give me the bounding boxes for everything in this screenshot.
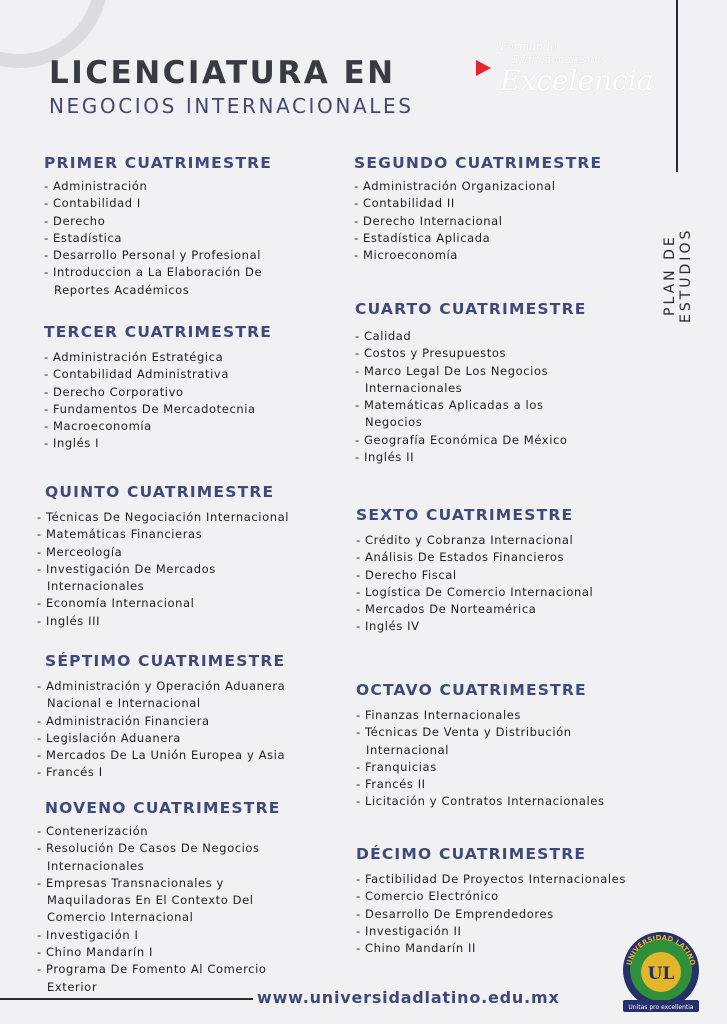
list-item: - Legislación Aduanera [37,730,181,745]
list-item-continuation: Exterior [47,979,98,994]
course-list [354,178,602,264]
list-item: - Contabilidad Administrativa [44,367,229,382]
list-item: - Finanzas Internacionales [356,708,522,722]
section-sexto-cuatrimestre [356,506,593,636]
course-list [356,871,626,957]
section-title: SEXTO CUATRIMESTRE [356,506,574,524]
list-item: - Franquicias [356,759,437,774]
plan-de-estudios-label: PLAN DE ESTUDIOS [662,227,694,324]
seal-monogram: UL [647,964,675,984]
list-item: - Contenerización [37,824,149,838]
section-octavo-cuatrimestre [356,681,605,811]
list-item [355,397,587,432]
list-item: - Desarrollo Personal y Profesional [44,248,262,263]
list-item-continuation: Comercio Internacional [47,910,194,925]
list-item-continuation: Nacional e Internacional [47,696,201,711]
list-item: - Derecho Internacional [354,213,503,228]
list-item: - Mercados De Norteamérica [356,602,537,617]
list-item [37,961,281,996]
list-item-text: - Programa De Fomento Al Comercio [37,962,267,977]
list-item [37,561,289,596]
section-quinto-cuatrimestre [37,483,289,630]
list-item: - Contabilidad II [354,196,455,211]
list-item-text: - Investigación De Mercados [37,561,216,576]
list-item-continuation: Negocios [365,415,423,430]
course-list [356,707,605,811]
list-item: - Análisis De Estados Financieros [356,550,565,565]
tagline [500,40,654,97]
list-item: - Fundamentos De Mercadotecnia [44,401,256,416]
seal-ribbon-text: Unitas pro excellentia [628,1004,694,1011]
list-item: - Mercados De La Unión Europea y Asia [37,748,286,763]
course-list [37,823,281,996]
list-item: - Macroeconomía [44,419,152,434]
list-item-text: - Empresas Transnacionales y [37,875,224,890]
list-item-continuation: Internacional [366,742,450,757]
list-item [356,724,605,759]
website-link[interactable]: www.universidadlatino.edu.mx [257,988,560,1007]
list-item [44,264,272,299]
section-tercer-cuatrimestre [44,323,272,453]
list-item: - Derecho Corporativo [44,384,184,399]
page-title: LICENCIATURA EN [49,55,396,91]
section-septimo-cuatrimestre [37,652,285,782]
list-item: - Microeconomía [354,248,458,263]
section-title: QUINTO CUATRIMESTRE [45,483,275,501]
list-item-continuation: Internacionales [47,858,145,873]
list-item: - Geografía Económica De México [355,432,568,447]
list-item [37,678,285,713]
list-item: - Costos y Presupuestos [355,346,507,361]
tagline-line-3: Excelencia [500,64,654,97]
section-noveno-cuatrimestre [37,799,281,996]
section-title: NOVENO CUATRIMESTRE [45,799,281,817]
section-title: DÉCIMO CUATRIMESTRE [356,845,587,863]
list-item: - Factibilidad De Proyectos Internacionales [356,872,626,886]
list-item: - Administración Financiera [37,713,210,728]
list-item: - Francés II [356,777,426,792]
section-segundo-cuatrimestre [354,154,602,264]
list-item [37,875,281,927]
play-icon [476,60,491,76]
list-item-continuation: Internacionales [365,380,463,395]
university-seal-logo [620,926,702,1016]
page-subtitle: NEGOCIOS INTERNACIONALES [49,94,414,118]
list-item-continuation: Maquiladoras En El Contexto Del [47,893,254,908]
list-item: - Desarrollo De Emprendedores [356,906,554,921]
section-decimo-cuatrimestre [356,845,626,957]
list-item-text: - Administración y Operación Aduanera [37,679,286,693]
section-cuarto-cuatrimestre [355,300,587,466]
course-list [356,532,593,636]
tagline-line-1: Formando [500,40,557,53]
list-item: - Investigación I [37,927,139,942]
list-item: - Estadística Aplicada [354,230,491,245]
list-item: - Administración Organizacional [354,179,556,193]
course-list [37,509,289,630]
list-item: - Derecho Fiscal [356,567,457,582]
list-item: - Logística De Comercio Internacional [356,584,594,599]
list-item-text: - Técnicas De Venta y Distribución [356,725,572,740]
list-item: - Administración Estratégica [44,350,224,364]
course-list [44,349,272,453]
list-item: - Licitación y Contratos Internacionales [356,794,605,809]
list-item: - Investigación II [356,923,462,938]
list-item: - Inglés IV [356,619,420,634]
list-item: - Matemáticas Financieras [37,527,203,542]
tagline-line-2: Profesionales de [512,53,605,66]
list-item: - Francés I [37,765,103,780]
list-item: - Derecho [44,213,106,228]
list-item: - Administración [44,179,148,193]
list-item-continuation: Reportes Académicos [54,282,190,297]
list-item: - Chino Mandarín II [356,941,476,956]
section-title: CUARTO CUATRIMESTRE [355,300,587,318]
section-title: PRIMER CUATRIMESTRE [44,154,273,172]
list-item: - Inglés II [355,450,415,465]
list-item [37,840,281,875]
section-title: TERCER CUATRIMESTRE [44,323,273,341]
list-item-text: - Introduccion a La Elaboración De [44,265,263,280]
list-item: - Contabilidad I [44,196,141,211]
course-list [44,178,272,299]
course-list [355,328,587,466]
list-item: - Crédito y Cobranza Internacional [356,533,574,547]
footer-divider [0,998,253,1000]
section-title: OCTAVO CUATRIMESTRE [356,681,587,699]
list-item-text: - Marco Legal De Los Negocios [355,363,549,378]
list-item: - Chino Mandarín I [37,945,153,960]
section-primer-cuatrimestre [44,154,272,299]
list-item: - Calidad [355,329,412,343]
list-item: - Técnicas De Negociación Internacional [37,510,290,524]
list-item: - Merceología [37,544,123,559]
list-item [355,363,587,398]
section-title: SÉPTIMO CUATRIMESTRE [45,652,286,670]
list-item: - Comercio Electrónico [356,889,499,904]
course-list [37,678,285,782]
section-title: SEGUNDO CUATRIMESTRE [354,154,603,172]
list-item: - Economía Internacional [37,596,195,611]
vertical-divider [676,0,678,172]
list-item-text: - Matemáticas Aplicadas a los [355,398,544,413]
list-item-continuation: Internacionales [47,579,145,594]
list-item: - Inglés I [44,436,100,451]
list-item: - Inglés III [37,613,101,628]
list-item-text: - Resolución De Casos De Negocios [37,841,260,856]
list-item: - Estadística [44,230,122,245]
seal-arc-text: UNIVERSIDAD LATINO [625,933,697,967]
